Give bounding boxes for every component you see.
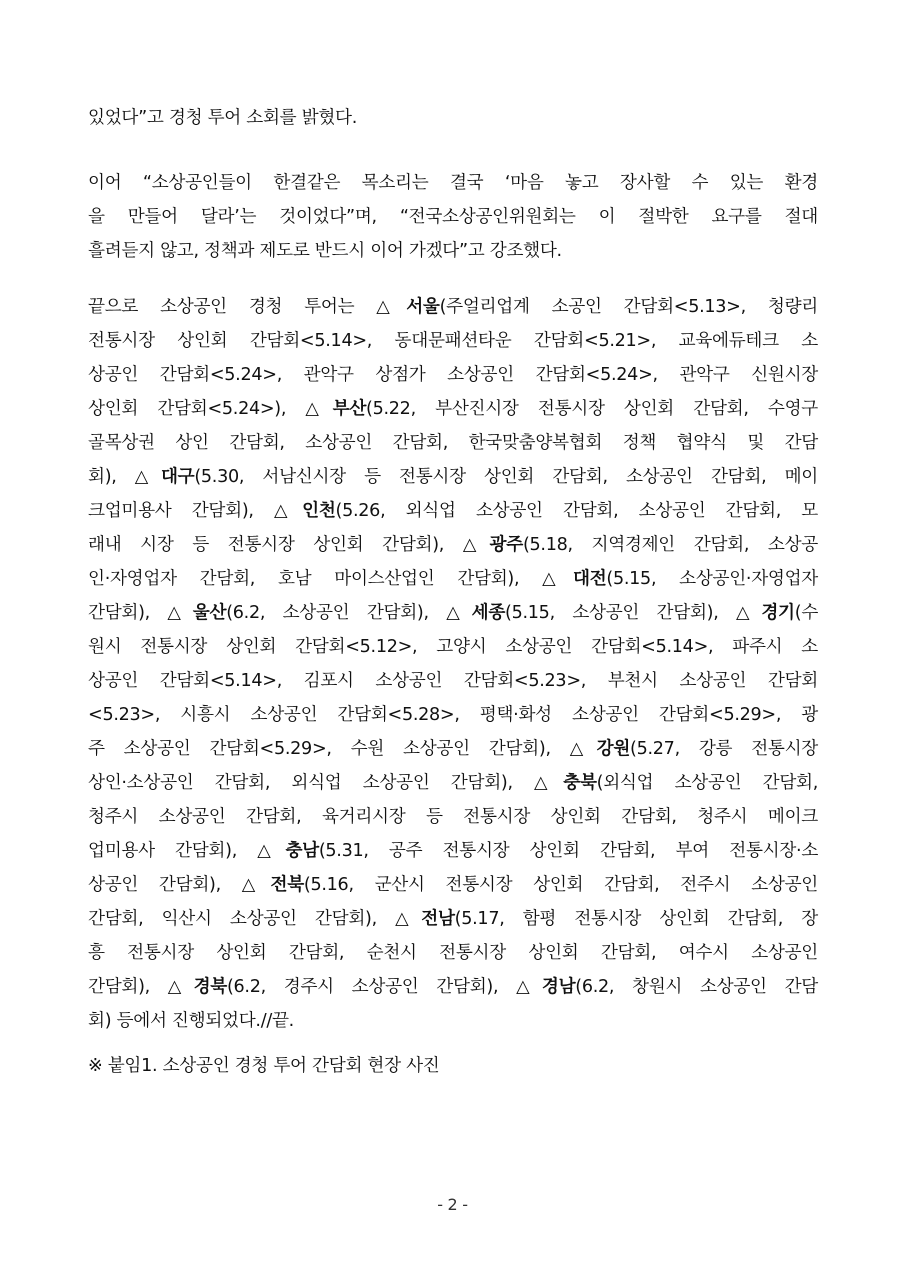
text-segment: 업미용사 간담회),: [88, 841, 258, 861]
text-segment: (외식업 소상공인 간담회,: [596, 773, 818, 793]
text-line: [88, 562, 818, 596]
text-segment: 끝으로 소상공인 경청 투어는: [88, 297, 377, 317]
text-line: [88, 460, 818, 494]
text-line: [88, 101, 818, 135]
text-line: [88, 1004, 818, 1038]
text-segment: (5.17, 함평 전통시장 상인회 간담회, 장: [454, 909, 818, 929]
text-line: [88, 834, 818, 868]
text-segment: (수: [794, 603, 819, 623]
text-segment: 상공인 간담회),: [88, 875, 242, 895]
region-label: △경북: [167, 977, 227, 997]
text-segment: (5.31, 공주 전통시장 상인회 간담회, 부여 전통시장·소: [318, 841, 819, 861]
text-segment: (5.16, 군산시 전통시장 상인회 간담회, 전주시 소상공인: [303, 875, 818, 895]
text-segment: 간담회),: [88, 603, 168, 623]
text-line: [88, 494, 818, 528]
region-label: △세종: [446, 603, 506, 623]
text-line: [88, 902, 818, 936]
paragraph-2: [88, 166, 818, 268]
text-segment: (주얼리업계 소공인 간담회<5.13>, 청량리: [439, 297, 818, 317]
paragraph-1: [88, 101, 818, 135]
text-line: [88, 664, 818, 698]
text-line: [88, 766, 818, 800]
text-segment: 간담회, 익산시 소상공인 간담회),: [88, 909, 396, 929]
text-line: [88, 800, 818, 834]
text-line: [88, 392, 818, 426]
text-line: [88, 290, 818, 324]
text-line: [88, 936, 818, 970]
text-segment: 주 소상공인 간담회<5.29>, 수원 소상공인 간담회),: [88, 739, 570, 759]
text-segment: (5.26, 외식업 소상공인 간담회, 소상공인 간담회, 모: [335, 501, 818, 521]
text-line: [88, 528, 818, 562]
text-line: [88, 234, 818, 268]
text-segment: 흥 전통시장 상인회 간담회, 순천시 전통시장 상인회 간담회, 여수시 소상공인: [88, 943, 818, 963]
region-label: △경기: [735, 603, 795, 623]
text-line: [88, 596, 818, 630]
text-line: [88, 970, 818, 1004]
text-segment: (5.27, 강릉 전통시장: [630, 739, 818, 759]
text-segment: 인·자영업자 간담회, 호남 마이스산업인 간담회),: [88, 569, 543, 589]
text-line: [88, 732, 818, 766]
text-line: [88, 868, 818, 902]
text-segment: 을 만들어 달라’는 것이었다”며, “전국소상공인위원회는 이 절박한 요구를 절대: [88, 207, 818, 227]
region-label: △대구: [134, 467, 195, 487]
text-segment: 간담회),: [88, 977, 168, 997]
text-segment: 상공인 간담회<5.14>, 김포시 소상공인 간담회<5.23>, 부천시 소상공인 간담회: [88, 671, 818, 691]
text-segment: (5.15, 소상공인 간담회),: [505, 603, 736, 623]
text-line: [88, 358, 818, 392]
text-segment: 있었다”고 경청 투어 소회를 밝혔다.: [88, 108, 358, 128]
text-line: [88, 426, 818, 460]
text-segment: 흘려듣지 않고, 정책과 제도로 반드시 이어 가겠다”고 강조했다.: [88, 241, 562, 261]
region-label: △대전: [542, 569, 607, 589]
text-segment: (6.2, 경주시 소상공인 간담회),: [226, 977, 517, 997]
text-segment: 상공인 간담회<5.24>, 관악구 상점가 소상공인 간담회<5.24>, 관악구 신원시장: [88, 365, 818, 385]
region-label: △충남: [257, 841, 319, 861]
text-segment: 원시 전통시장 상인회 간담회<5.12>, 고양시 소상공인 간담회<5.14>, 파주시 소: [88, 637, 818, 657]
page-number: - 2 -: [437, 1195, 468, 1214]
region-label: △서울: [376, 297, 440, 317]
text-segment: 상인회 간담회<5.24>),: [88, 399, 306, 419]
text-segment: 전통시장 상인회 간담회<5.14>, 동대문패션타운 간담회<5.21>, 교육에듀테크 소: [88, 331, 818, 351]
text-segment: (6.2, 소상공인 간담회),: [226, 603, 447, 623]
text-segment: 회) 등에서 진행되었다.//끝.: [88, 1011, 294, 1031]
text-segment: <5.23>, 시흥시 소상공인 간담회<5.28>, 평택·화성 소상공인 간담회<5.29>, 광: [88, 705, 818, 725]
text-segment: 래내 시장 등 전통시장 상인회 간담회),: [88, 535, 463, 555]
region-label: △전남: [395, 909, 455, 929]
text-line: [88, 166, 818, 200]
text-line: [88, 630, 818, 664]
attachment-note: ※ 붙임1. 소상공인 경청 투어 간담회 현장 사진: [88, 1056, 440, 1076]
text-segment: (6.2, 창원시 소상공인 간담: [575, 977, 818, 997]
text-segment: 크업미용사 간담회),: [88, 501, 274, 521]
text-segment: 골목상권 상인 간담회, 소상공인 간담회, 한국맞춤양복협회 정책 협약식 및 간담: [88, 433, 818, 453]
text-line: [88, 324, 818, 358]
text-segment: (5.18, 지역경제인 간담회, 소상공: [522, 535, 818, 555]
text-segment: 이어 “소상공인들이 한결같은 목소리는 결국 ‘마음 놓고 장사할 수 있는 환경: [88, 173, 818, 193]
region-label: △부산: [305, 399, 367, 419]
text-segment: 회),: [88, 467, 135, 487]
region-label: △경남: [516, 977, 576, 997]
region-label: △강원: [569, 739, 631, 759]
paragraph-3: [88, 290, 818, 1038]
text-line: [88, 200, 818, 234]
text-line: [88, 698, 818, 732]
text-segment: (5.22, 부산진시장 전통시장 상인회 간담회, 수영구: [366, 399, 819, 419]
region-label: △인천: [273, 501, 336, 521]
region-label: △전북: [241, 875, 304, 895]
text-segment: 상인·소상공인 간담회, 외식업 소상공인 간담회),: [88, 773, 535, 793]
region-label: △충북: [534, 773, 597, 793]
region-label: △울산: [167, 603, 227, 623]
region-label: △광주: [462, 535, 523, 555]
text-segment: (5.30, 서남신시장 등 전통시장 상인회 간담회, 소상공인 간담회, 메이: [194, 467, 818, 487]
text-segment: (5.15, 소상공인·자영업자: [606, 569, 818, 589]
text-segment: 청주시 소상공인 간담회, 육거리시장 등 전통시장 상인회 간담회, 청주시 메이크: [88, 807, 818, 827]
